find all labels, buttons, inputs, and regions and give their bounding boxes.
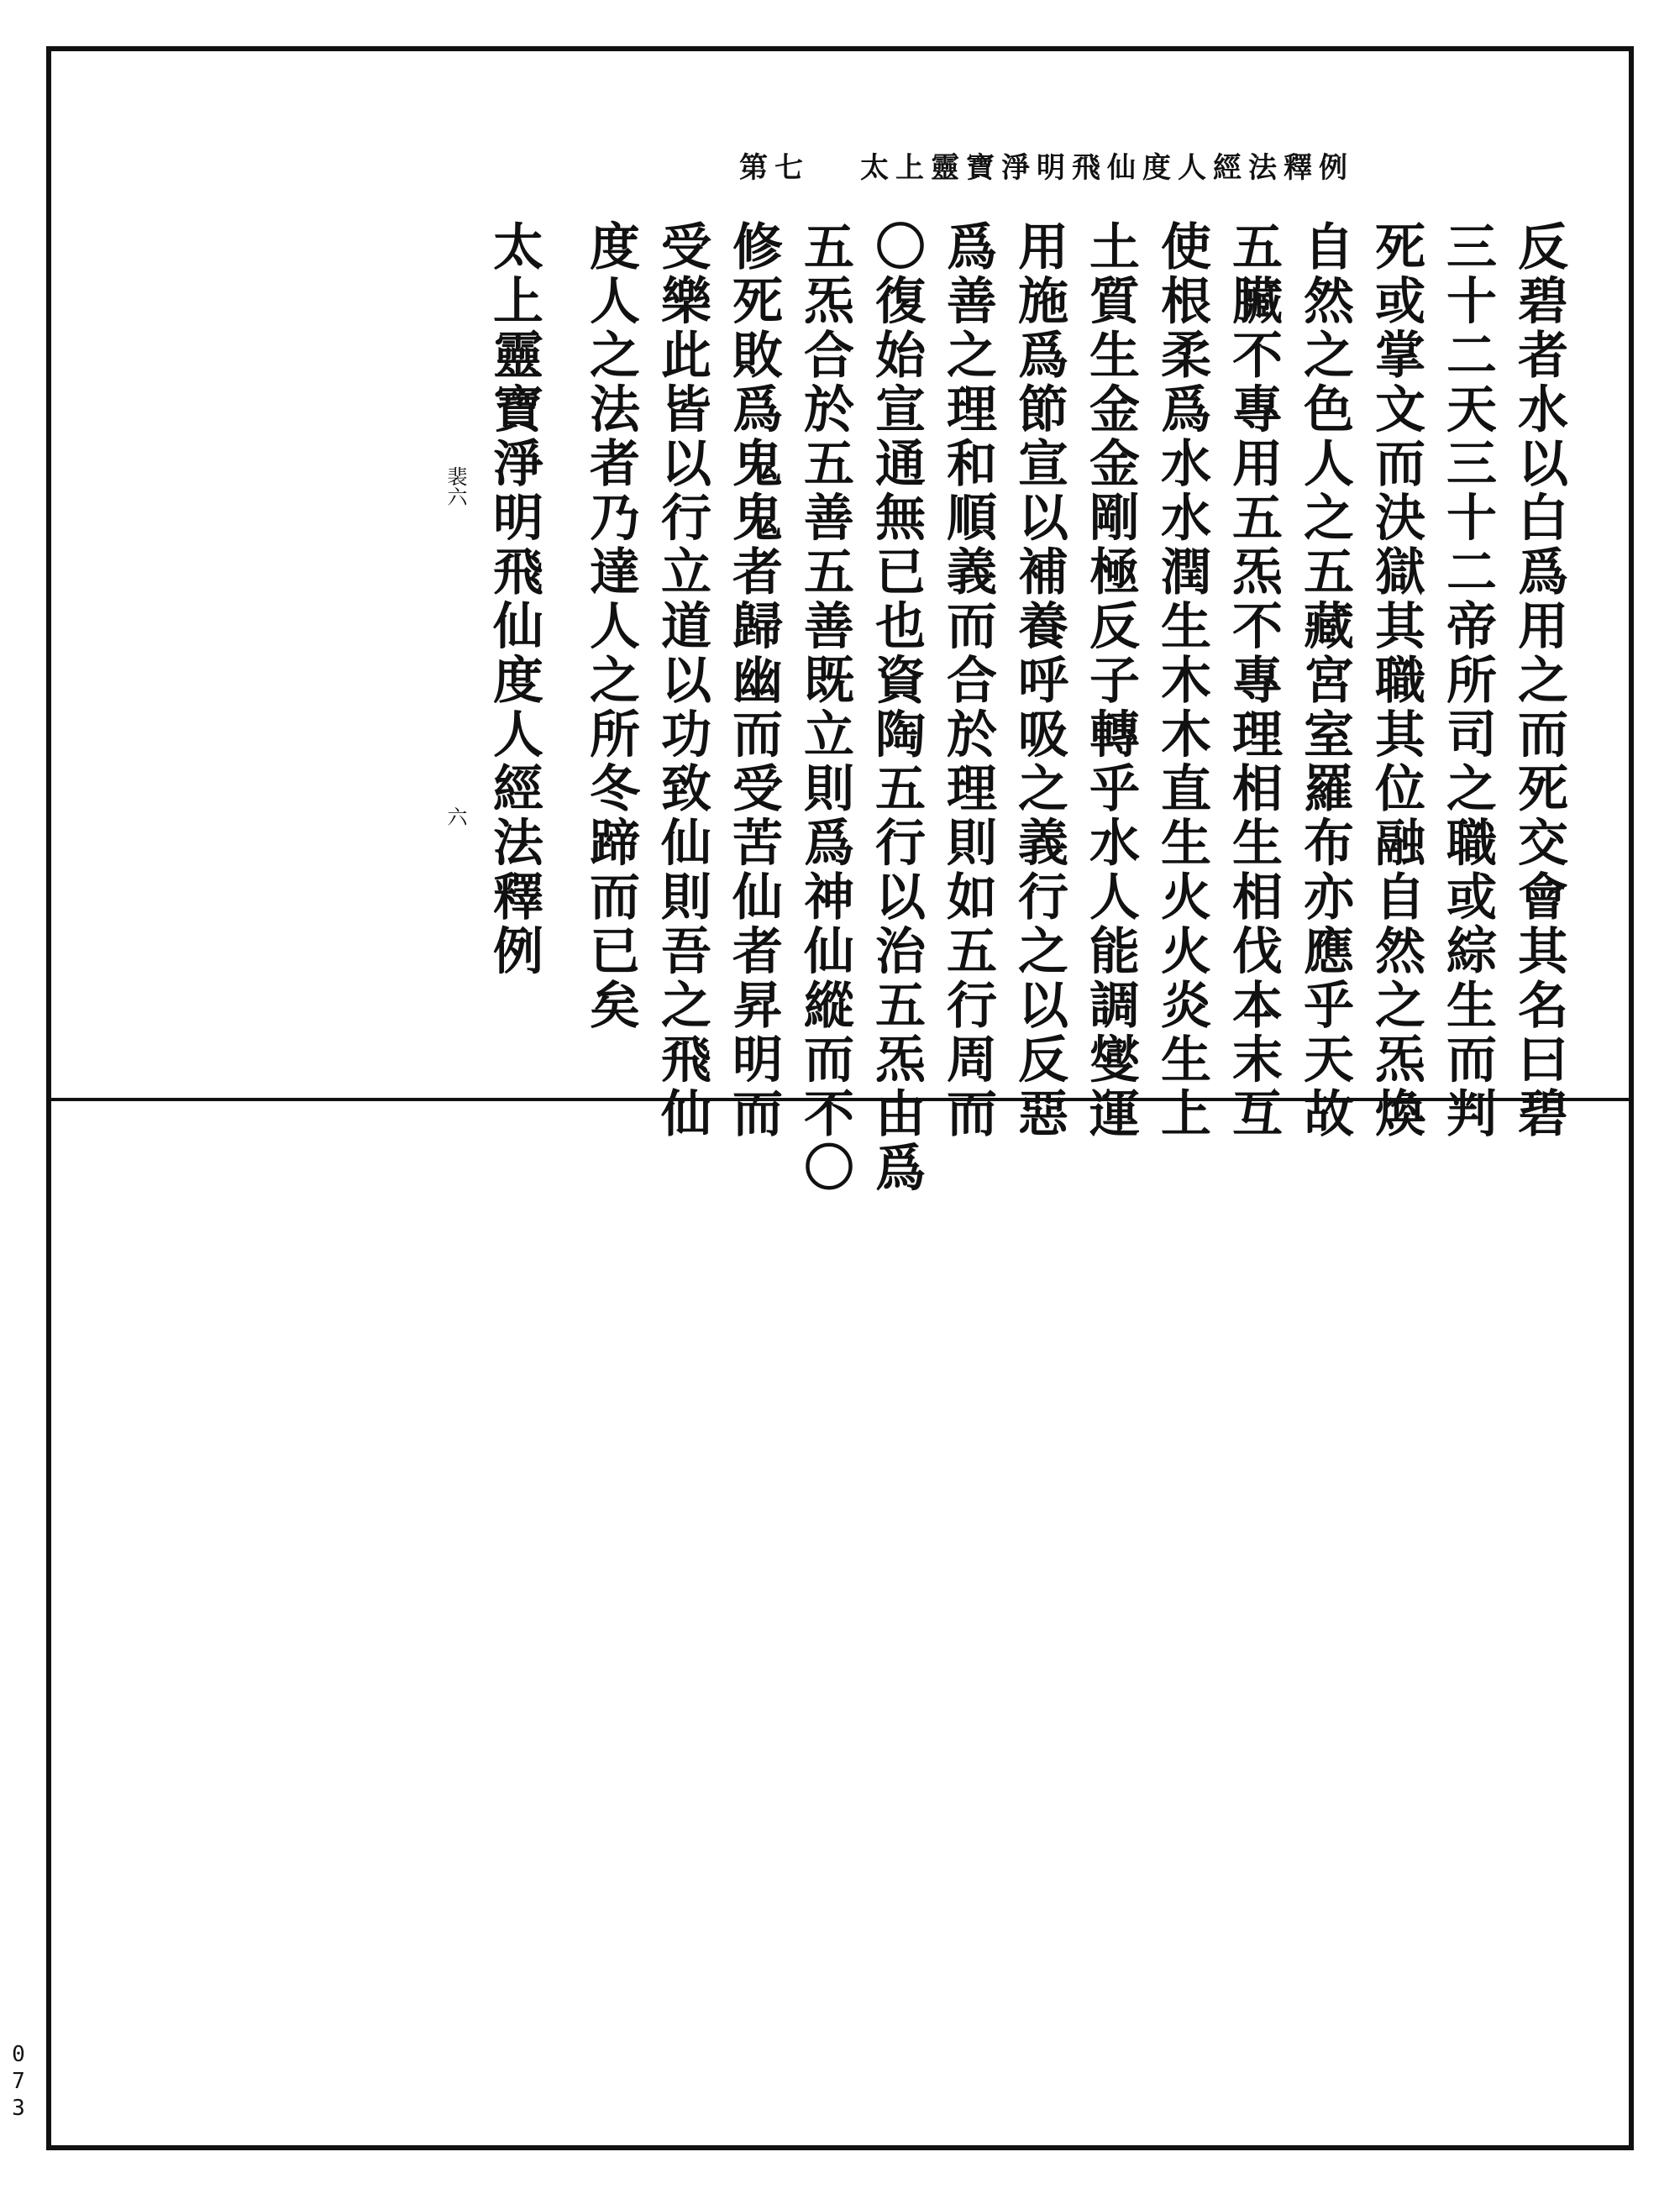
text-column: 土質生金金剛極反子轉乎水人能調燮運 [1081, 220, 1140, 1141]
text-column: 五臟不專用五炁不專理相生相伐本末互 [1224, 220, 1283, 1141]
text-column: 〇復始宣通無已也資陶五行以治五炁由爲 [867, 220, 926, 1195]
text-column: 受樂此皆以行立道以功致仙則吾之飛仙 [653, 220, 711, 1141]
leaf-note: 六 [444, 806, 467, 827]
text-column: 五炁合於五善五善既立則爲神仙縱而不〇 [795, 220, 854, 1195]
page-number: 0 7 3 [12, 2042, 25, 2121]
running-header [739, 144, 1354, 186]
text-column: 太上靈寶淨明飛仙度人經法釋例 [485, 220, 543, 979]
text-column: 三十二天三十二帝所司之職或綜生而判 [1438, 220, 1497, 1141]
text-column: 爲善之理和順義而合於理則如五行周而 [938, 220, 997, 1141]
text-column: 度人之法者乃達人之所冬蹄而已矣 [581, 220, 640, 1033]
text-column: 反碧者水以白爲用之而死交會其名曰碧 [1509, 220, 1568, 1141]
header-title: 太上靈寶淨明飛仙度人經法釋例 [860, 151, 1354, 185]
text-column: 死或掌文而決獄其職其位融自然之炁煥 [1367, 220, 1425, 1141]
volume-note: 裴六 [444, 466, 467, 506]
text-column: 自然之色人之五藏宮室羅布亦應乎天故 [1295, 220, 1354, 1141]
text-column: 修死敗爲鬼鬼者歸幽而受苦仙者昇明而 [724, 220, 783, 1141]
text-column: 用施爲節宣以補養呼吸之義行之以反惡 [1010, 220, 1068, 1141]
section-label: 第七 [739, 151, 810, 185]
text-column: 使根柔爲水水潤生木木直生火火炎生上 [1152, 220, 1211, 1141]
